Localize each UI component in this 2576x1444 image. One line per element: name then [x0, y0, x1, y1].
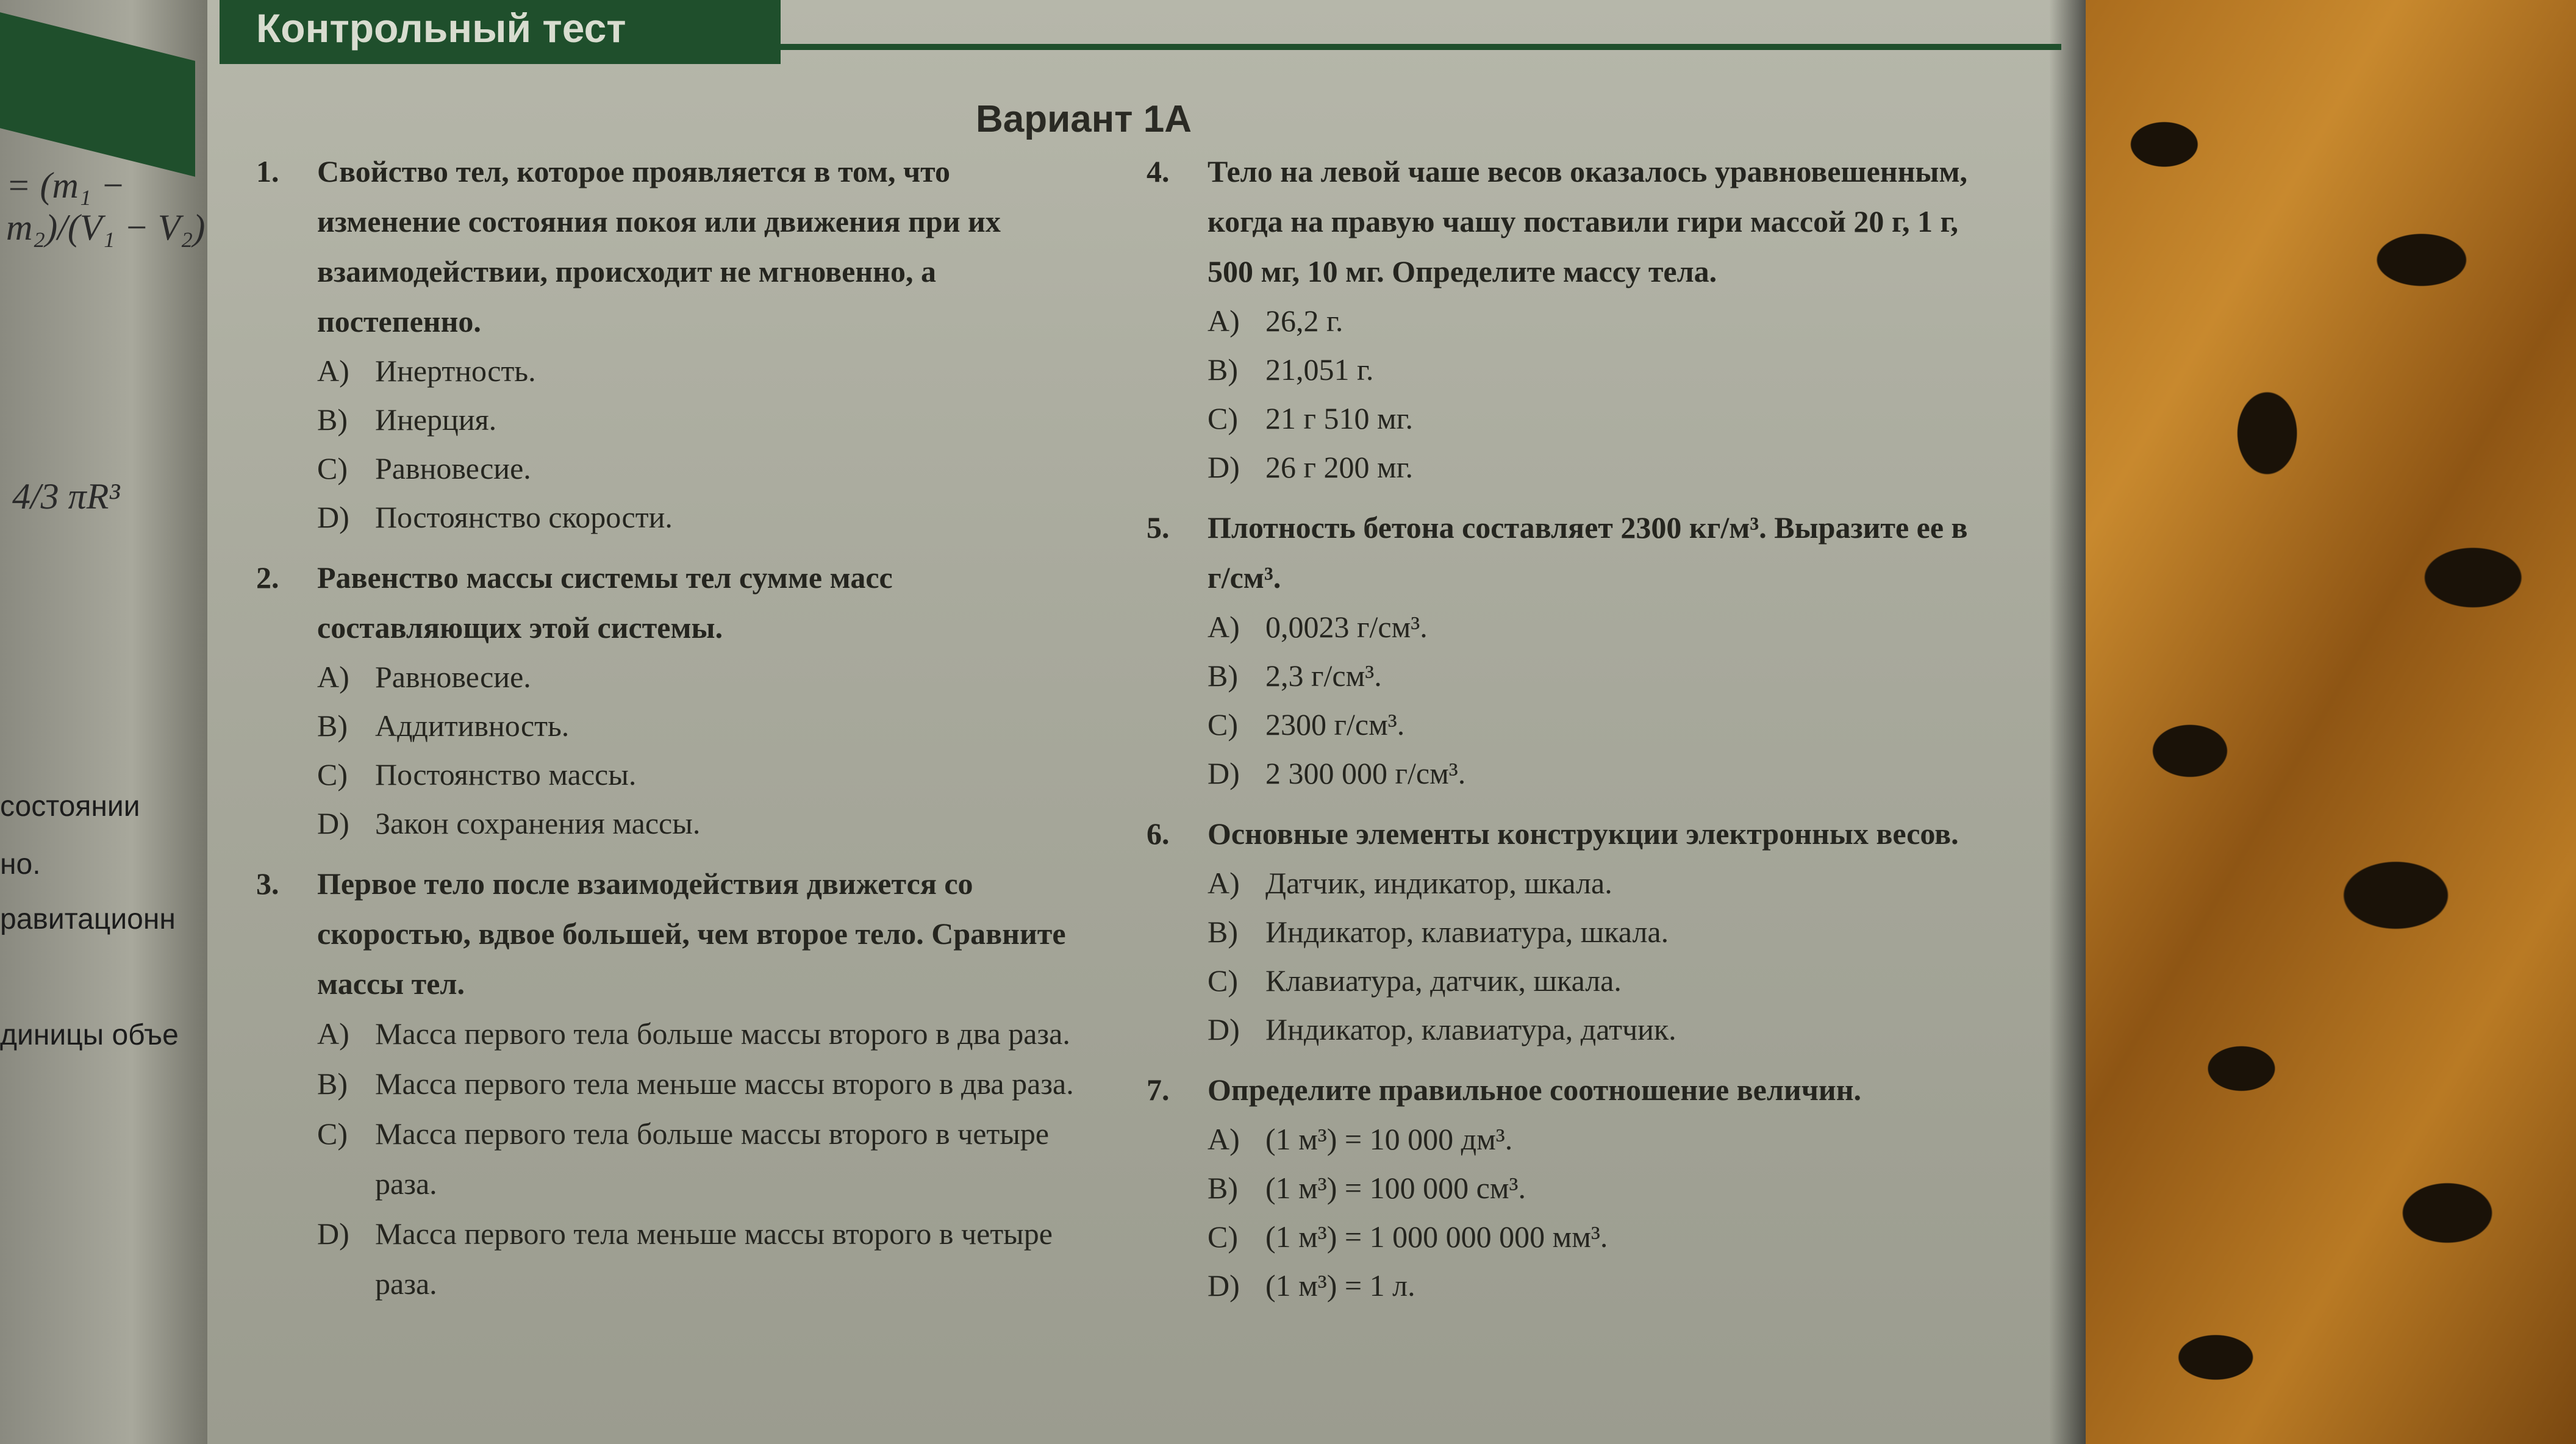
question-text: Равенство массы системы тел сумме масс составляющих этой системы.	[317, 560, 893, 645]
answer-option	[256, 493, 1098, 542]
option-letter: D)	[317, 500, 349, 534]
option-text: Равновесие.	[375, 660, 531, 694]
facing-fragment-4: диницы объе	[0, 1019, 179, 1051]
option-text: (1 м³) = 1 л.	[1265, 1268, 1415, 1303]
question-7	[1147, 1065, 1988, 1310]
left-column	[256, 146, 1098, 1320]
option-text: Масса первого тела меньше массы второго в четыре раза.	[375, 1217, 1053, 1301]
question-1	[256, 146, 1098, 542]
answer-option	[1147, 443, 1988, 491]
question-number: 3.	[256, 867, 279, 901]
option-text: 26,2 г.	[1265, 304, 1343, 338]
formula-sphere-volume: 4/3 πR³	[12, 476, 120, 516]
question-2	[256, 552, 1098, 848]
option-text: Датчик, индикатор, шкала.	[1265, 866, 1612, 900]
option-text: 0,0023 г/см³.	[1265, 610, 1428, 644]
facing-fragment-3: равитационн	[0, 903, 176, 935]
option-letter: C)	[1208, 707, 1238, 742]
option-letter: D)	[1208, 1012, 1240, 1046]
answer-option	[256, 652, 1098, 701]
question-number: 1.	[256, 154, 279, 188]
option-letter: A)	[1208, 1122, 1240, 1156]
option-text: Индикатор, клавиатура, шкала.	[1265, 915, 1669, 949]
answer-option	[1147, 1163, 1988, 1212]
answer-option	[1147, 1005, 1988, 1054]
option-letter: C)	[1208, 963, 1238, 998]
option-text: 2300 г/см³.	[1265, 707, 1405, 742]
option-text: 21,051 г.	[1265, 352, 1374, 387]
question-4	[1147, 146, 1988, 491]
header-tab-label: Контрольный тест	[256, 5, 626, 51]
answer-option	[1147, 345, 1988, 394]
question-text: Первое тело после взаимодействия движется со скоростью, вдвое большей, чем второе тело. Сравните массы тел.	[317, 867, 1066, 1001]
answer-option	[1147, 1115, 1988, 1163]
answer-option	[256, 750, 1098, 799]
option-text: 26 г 200 мг.	[1265, 450, 1414, 484]
question-number: 4.	[1147, 154, 1170, 188]
question-number: 2.	[256, 560, 279, 595]
option-letter: C)	[1208, 1220, 1238, 1254]
option-letter: D)	[317, 1217, 349, 1251]
option-text: Масса первого тела меньше массы второго в два раза.	[375, 1067, 1074, 1101]
question-number: 7.	[1147, 1073, 1170, 1107]
answer-option	[256, 701, 1098, 750]
answer-option	[256, 799, 1098, 848]
answer-option	[256, 444, 1098, 493]
answer-option	[256, 1009, 1098, 1059]
option-text: Аддитивность.	[375, 709, 570, 743]
question-number: 6.	[1147, 817, 1170, 851]
question-text: Плотность бетона составляет 2300 кг/м³. Выразите ее в г/см³.	[1208, 510, 1968, 595]
facing-page-green-band	[0, 12, 195, 177]
option-letter: C)	[1208, 401, 1238, 435]
variant-title: Вариант 1А	[976, 98, 1192, 140]
option-letter: C)	[317, 757, 348, 792]
option-letter: B)	[317, 1067, 348, 1101]
option-text: 2 300 000 г/см³.	[1265, 756, 1466, 790]
option-text: Масса первого тела больше массы второго в четыре раза.	[375, 1117, 1050, 1201]
option-letter: D)	[1208, 450, 1240, 484]
option-text: Инерция.	[375, 402, 497, 437]
facing-fragment-2: но.	[0, 848, 41, 881]
option-text: Равновесие.	[375, 451, 531, 485]
option-letter: C)	[317, 451, 348, 485]
question-5	[1147, 502, 1988, 798]
option-letter: B)	[317, 402, 348, 437]
option-letter: B)	[1208, 1171, 1238, 1205]
option-letter: D)	[1208, 756, 1240, 790]
answer-option	[1147, 651, 1988, 700]
option-letter: B)	[1208, 659, 1238, 693]
option-text: Постоянство скорости.	[375, 500, 673, 534]
answer-option	[1147, 749, 1988, 798]
question-6	[1147, 809, 1988, 1054]
facing-page	[0, 0, 220, 1444]
option-text: (1 м³) = 10 000 дм³.	[1265, 1122, 1513, 1156]
question-text: Определите правильное соотношение величин.	[1208, 1073, 1862, 1107]
answer-option	[1147, 907, 1988, 956]
option-letter: A)	[1208, 304, 1240, 338]
answer-option	[256, 1109, 1098, 1209]
option-letter: A)	[317, 1017, 349, 1051]
question-number: 5.	[1147, 510, 1170, 545]
answer-option	[1147, 602, 1988, 651]
answer-option	[1147, 956, 1988, 1005]
answer-option	[1147, 700, 1988, 749]
option-text: (1 м³) = 100 000 см³.	[1265, 1171, 1526, 1205]
option-text: Закон сохранения массы.	[375, 806, 701, 840]
option-text: Индикатор, клавиатура, датчик.	[1265, 1012, 1676, 1046]
option-text: 2,3 г/см³.	[1265, 659, 1382, 693]
right-column	[1147, 146, 1988, 1321]
page-edge-shadow	[2049, 0, 2086, 1444]
option-text: Масса первого тела больше массы второго в два раза.	[375, 1017, 1070, 1051]
question-text: Основные элементы конструкции электронных весов.	[1208, 817, 1959, 851]
answer-option	[256, 1209, 1098, 1309]
answer-option	[1147, 1261, 1988, 1310]
answer-option	[1147, 296, 1988, 345]
option-letter: B)	[1208, 915, 1238, 949]
option-letter: A)	[317, 660, 349, 694]
option-text: Клавиатура, датчик, шкала.	[1265, 963, 1622, 998]
option-text: 21 г 510 мг.	[1265, 401, 1414, 435]
option-letter: C)	[317, 1117, 348, 1151]
question-3	[256, 859, 1098, 1309]
option-letter: D)	[1208, 1268, 1240, 1303]
option-letter: B)	[1208, 352, 1238, 387]
answer-option	[1147, 859, 1988, 907]
question-text: Свойство тел, которое проявляется в том, что изменение состояния покоя или движения при их взаимодействии, происходит не мгновенно, а постепенно.	[317, 154, 1001, 338]
option-letter: B)	[317, 709, 348, 743]
answer-option	[256, 395, 1098, 444]
option-letter: A)	[317, 354, 349, 388]
option-letter: A)	[1208, 866, 1240, 900]
formula-density: = (m₁ − m₂)/(V₁ − V₂)	[6, 165, 206, 248]
question-text: Тело на левой чаше весов оказалось уравновешенным, когда на правую чашу поставили гири массой 20 г, 1 г, 500 мг, 10 мг. Определите массу тела.	[1208, 154, 1968, 288]
leopard-blanket-background	[2061, 0, 2576, 1444]
answer-option	[256, 1059, 1098, 1109]
option-text: Постоянство массы.	[375, 757, 637, 792]
option-letter: A)	[1208, 610, 1240, 644]
option-text: (1 м³) = 1 000 000 000 мм³.	[1265, 1220, 1608, 1254]
option-text: Инертность.	[375, 354, 536, 388]
option-letter: D)	[317, 806, 349, 840]
answer-option	[1147, 394, 1988, 443]
facing-fragment-1: состоянии	[0, 790, 140, 823]
answer-option	[1147, 1212, 1988, 1261]
answer-option	[256, 346, 1098, 395]
